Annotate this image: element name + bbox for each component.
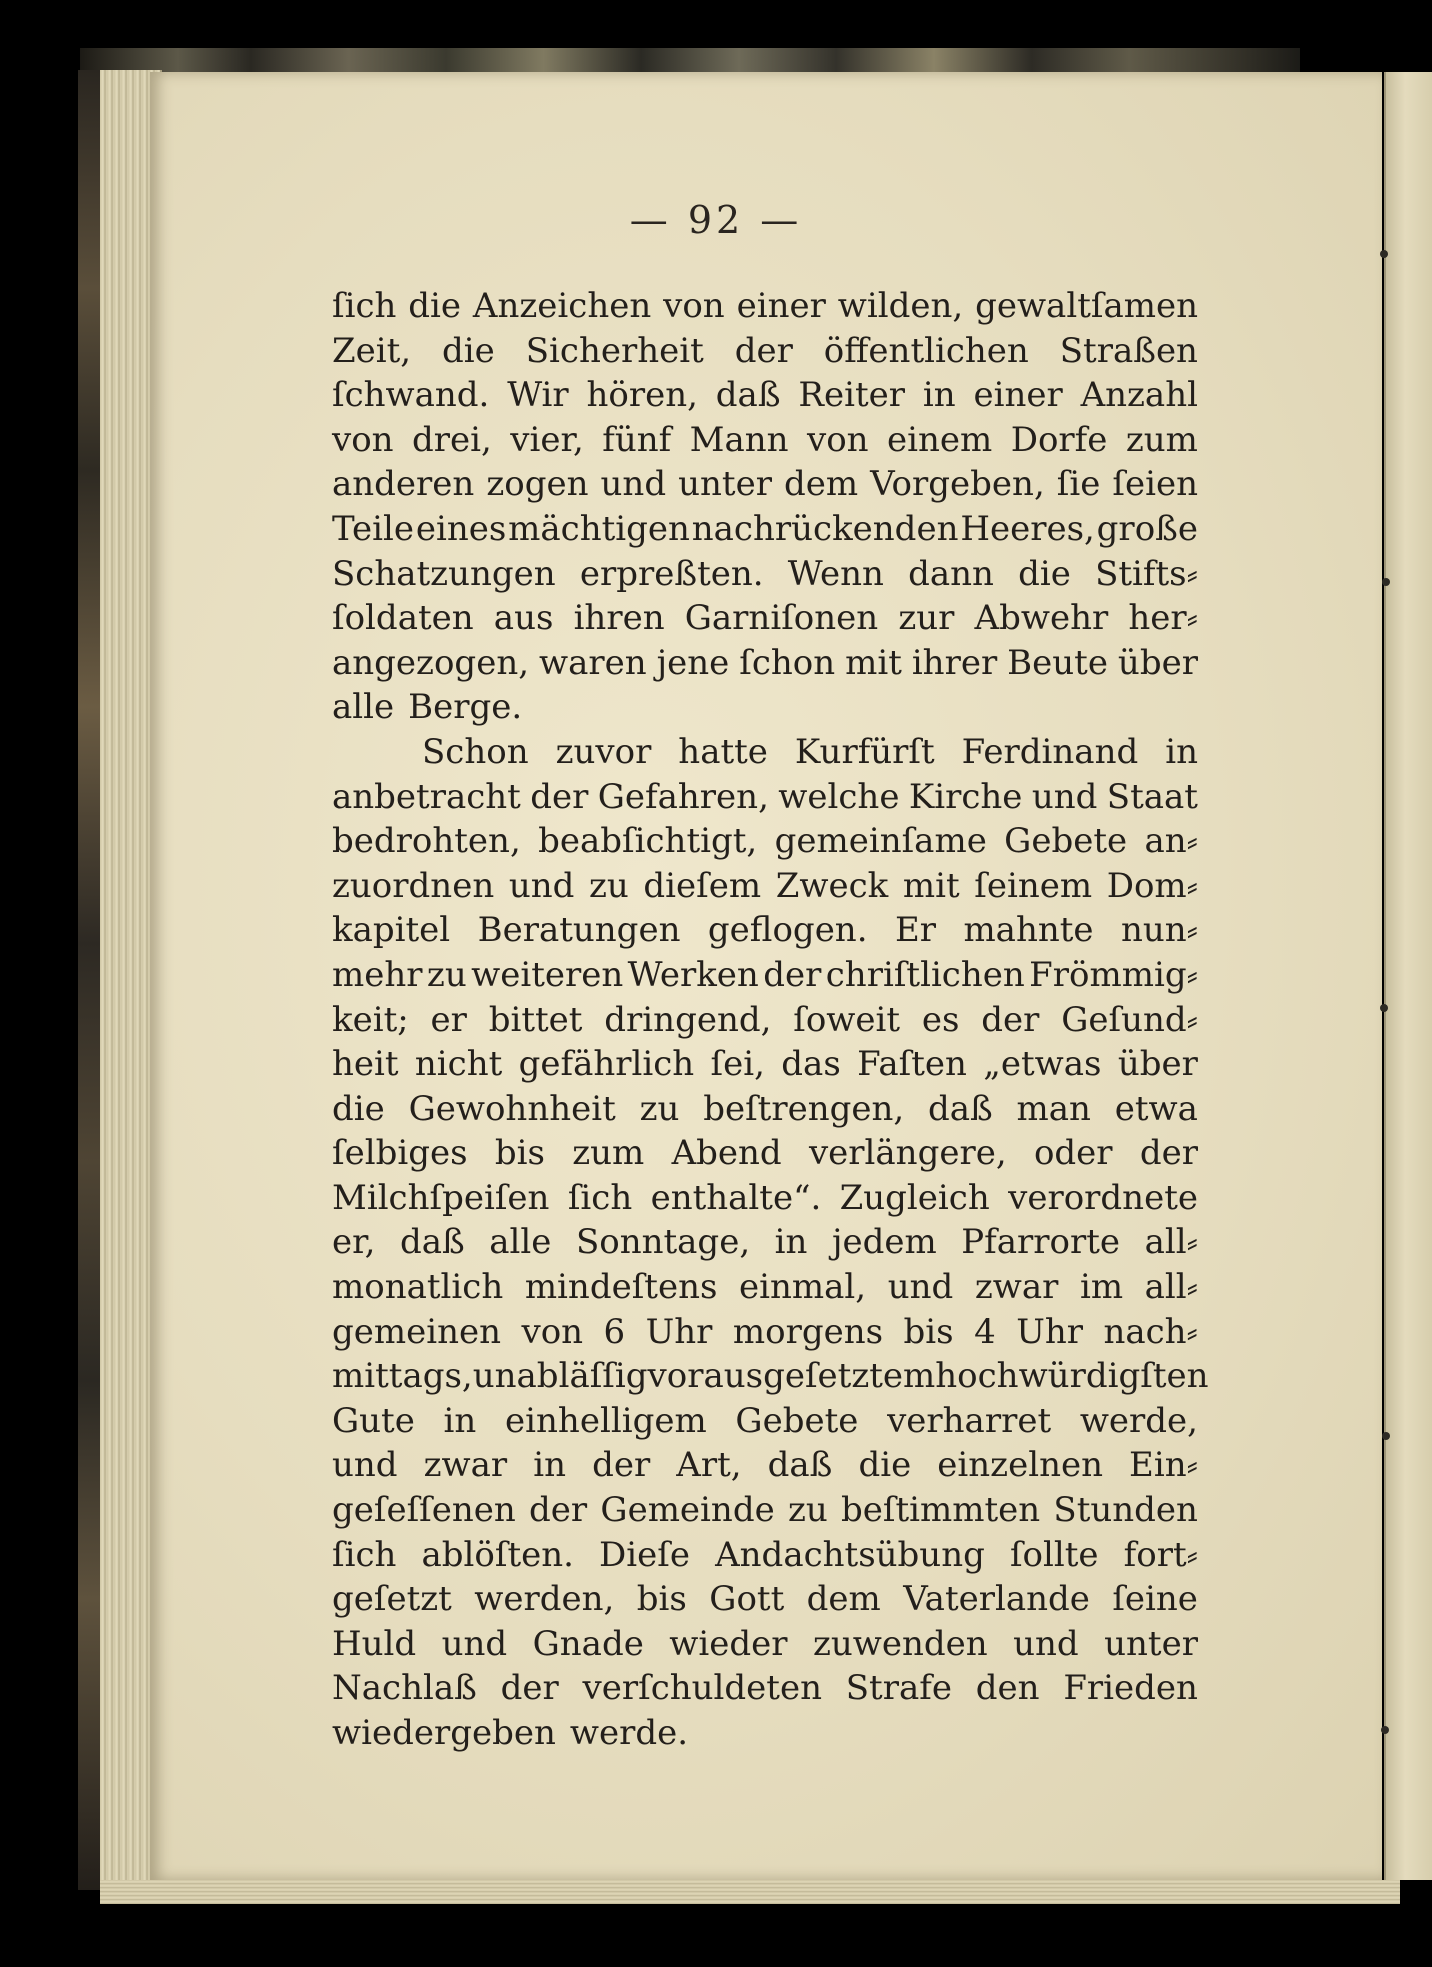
word: Pfarrorte [961, 1222, 1121, 1263]
word: Berge. [408, 687, 523, 728]
word: die [1018, 553, 1071, 594]
word: der [734, 330, 793, 371]
word: zuordnen [332, 865, 495, 906]
word: das [781, 1044, 841, 1085]
word: und [441, 1623, 508, 1664]
word: ſei, [710, 1044, 765, 1085]
word: der [530, 776, 589, 817]
word: werden, [474, 1579, 615, 1620]
body-text [332, 284, 1209, 1756]
word: verſchuldeten [582, 1668, 822, 1709]
word: mit [845, 642, 902, 683]
word: Frömmig⸗ [1029, 954, 1198, 995]
word: drei, [412, 419, 492, 460]
word: jedem [831, 1222, 937, 1263]
word: welche [778, 776, 900, 817]
word: unter [1104, 1623, 1198, 1664]
text-line [332, 1622, 1198, 1667]
word: gewaltſamen [975, 286, 1198, 326]
text-line [332, 1443, 1198, 1488]
word: werde, [1079, 1400, 1198, 1441]
word: beſtimmten [841, 1490, 1041, 1531]
word: Vorgeben, [870, 464, 1045, 505]
word: etwa [1114, 1088, 1198, 1129]
word: einzelnen [937, 1445, 1103, 1486]
word: alle [489, 1222, 552, 1263]
word: Garniſonen [684, 598, 879, 639]
word: Dom⸗ [1106, 865, 1198, 906]
word: Uhr [645, 1311, 713, 1352]
margin-mark [1380, 1004, 1388, 1012]
word: Teile [332, 508, 415, 549]
word: ſchon [739, 642, 836, 683]
word: ſich [332, 1534, 397, 1575]
word: ihren [573, 598, 665, 639]
word: zu [589, 865, 629, 906]
word: ſich [332, 286, 397, 326]
word: der [763, 954, 822, 995]
text-line [332, 685, 1198, 730]
word: mindeſtens [524, 1267, 718, 1308]
word: hören, [586, 375, 698, 416]
word: Anzeichen [472, 286, 652, 326]
word: zum [1125, 419, 1198, 460]
text-line [332, 730, 1198, 775]
word: fünf [602, 419, 672, 460]
word: geſetzt [332, 1579, 452, 1620]
word: Dieſe [599, 1534, 691, 1575]
word: all⸗ [1144, 1222, 1198, 1263]
word: Frieden [1063, 1668, 1198, 1709]
word: zu [426, 954, 467, 995]
word: nun⸗ [1120, 910, 1198, 951]
text-line [332, 552, 1198, 597]
word: ſie [1056, 464, 1101, 505]
word: daß [715, 375, 781, 416]
word: zuvor [555, 731, 652, 772]
word: und [508, 865, 575, 906]
text-line [332, 864, 1198, 909]
word: Gewohnheit [408, 1088, 616, 1129]
word: Faſten [857, 1044, 967, 1085]
word: ſollte [1009, 1534, 1099, 1575]
word: ſeinem [974, 865, 1093, 906]
word: den [975, 1668, 1040, 1709]
word: Beratungen [477, 910, 681, 951]
word: oder [1033, 1133, 1113, 1174]
word: Andachtsübung [715, 1534, 985, 1575]
word: geſeſſenen [332, 1490, 516, 1531]
word: morgens [732, 1311, 884, 1352]
word: große [1096, 508, 1198, 549]
word: ſchwand. [332, 375, 490, 416]
word: an⸗ [1144, 821, 1198, 862]
word: gemeinſame [774, 821, 987, 862]
word: her⸗ [1128, 598, 1198, 639]
word: und [332, 1445, 398, 1486]
word: beſtrengen, [703, 1088, 905, 1129]
word: beabſichtigt, [538, 821, 758, 862]
word: keit; [332, 999, 409, 1040]
word: ſoweit [793, 999, 901, 1040]
word: man [1016, 1088, 1091, 1129]
word: wiedergeben [332, 1713, 556, 1753]
text-line [332, 1399, 1198, 1444]
word: heit [332, 1044, 399, 1085]
text-line [332, 819, 1198, 864]
word: in [922, 375, 956, 416]
text-line [332, 641, 1198, 686]
word: Straßen [1059, 330, 1198, 371]
word: daß [399, 1222, 465, 1263]
word: mehr [332, 954, 423, 995]
word: es [921, 999, 960, 1040]
word: in [1165, 731, 1198, 772]
page-number: — 92 — [629, 198, 803, 242]
word: ablöſten. [421, 1534, 574, 1575]
word: Beute [1007, 642, 1108, 683]
word: Schatzungen [332, 553, 556, 594]
word: daß [927, 1088, 993, 1129]
page-edges-bottom [100, 1880, 1400, 1904]
text-line [332, 1711, 1198, 1756]
word: einem [887, 419, 993, 460]
word: von [521, 1311, 584, 1352]
word: zur [898, 598, 955, 639]
word: einer [973, 375, 1063, 416]
word: Geſund⸗ [1061, 999, 1198, 1040]
word: der [529, 1490, 588, 1531]
word: 4 [974, 1311, 996, 1352]
word: bittet [488, 999, 583, 1040]
margin-mark [1382, 1432, 1390, 1440]
word: zum [572, 1133, 645, 1174]
text-line [332, 1087, 1198, 1132]
word: ſeien [1112, 464, 1198, 505]
word: von [332, 419, 394, 460]
word: bis [636, 1579, 687, 1620]
word: Dorfe [1010, 419, 1108, 460]
word: zwar [974, 1267, 1059, 1308]
word: ſoldaten [332, 598, 474, 639]
word: erpreßten. [579, 553, 764, 594]
word: wieder [669, 1623, 788, 1664]
word: Zweck [775, 865, 889, 906]
word: all⸗ [1144, 1267, 1198, 1308]
word: dem [806, 1579, 881, 1620]
word: und [887, 1267, 954, 1308]
word: Vaterlande [903, 1579, 1090, 1620]
text-line [332, 1310, 1198, 1355]
word: Heeres, [960, 508, 1095, 549]
word: nach⸗ [1103, 1311, 1198, 1352]
word: anderen [332, 464, 475, 505]
word: öffentlichen [823, 330, 1029, 371]
word: Gott [709, 1579, 785, 1620]
word: und [1031, 776, 1098, 817]
text-line [332, 1265, 1198, 1310]
margin-mark [1380, 250, 1388, 258]
word: Wir [507, 375, 569, 416]
word: angezogen, [332, 642, 530, 683]
word: Gefahren, [597, 776, 769, 817]
word: vor [647, 1356, 704, 1397]
word: zu [787, 1490, 828, 1531]
text-line [332, 1220, 1198, 1265]
word: der [592, 1445, 651, 1486]
word: Kirche [908, 776, 1023, 817]
word: zu [639, 1088, 680, 1129]
word: verlängere, [808, 1133, 1007, 1174]
word: einer [736, 286, 826, 326]
word: Gebete [1004, 821, 1128, 862]
word: gefährlich [518, 1044, 695, 1085]
text-line [332, 1354, 1209, 1399]
word: wilden, [837, 286, 964, 326]
word: Sicherheit [525, 330, 704, 371]
word: Strafe [845, 1668, 952, 1709]
word: Abend [671, 1133, 782, 1174]
word: dringend, [604, 999, 772, 1040]
text-line [332, 507, 1198, 552]
word: Werken [627, 954, 759, 995]
word: Abwehr [974, 598, 1109, 639]
word: dieſem [643, 865, 762, 906]
word: verharret [887, 1400, 1052, 1441]
word: mittags, [332, 1356, 473, 1397]
text-line [332, 1131, 1198, 1176]
word: hochwürdigſten [935, 1356, 1209, 1397]
word: einmal, [739, 1267, 867, 1308]
text-line [332, 1533, 1198, 1578]
word: von [806, 419, 869, 460]
word: zuwenden [812, 1623, 988, 1664]
word: Ferdinand [961, 731, 1139, 772]
text-line [332, 1488, 1198, 1533]
word: vier, [510, 419, 584, 460]
word: ausgeſetztem [703, 1356, 936, 1397]
word: Zugleich [839, 1177, 990, 1218]
word: mit [902, 865, 960, 906]
text-line [332, 462, 1198, 507]
word: eines [415, 508, 507, 549]
word: im [1079, 1267, 1124, 1308]
word: werde. [569, 1713, 689, 1753]
word: bis [903, 1311, 954, 1352]
word: und [600, 464, 667, 505]
text-line [332, 373, 1198, 418]
word: Kurfürſt [794, 731, 935, 772]
text-line [332, 1176, 1198, 1221]
word: mahnte [963, 910, 1094, 951]
text-line [332, 1042, 1198, 1087]
word: dann [908, 553, 994, 594]
word: „etwas [983, 1044, 1102, 1085]
word: Gemeinde [600, 1490, 775, 1531]
word: Zeit, [332, 330, 412, 371]
word: hatte [678, 731, 768, 772]
text-line [332, 1577, 1198, 1622]
word: Sonntage, [575, 1222, 751, 1263]
word: Nachlaß [332, 1668, 477, 1709]
text-line [332, 775, 1198, 820]
word: ſeine [1112, 1579, 1198, 1620]
word: Gute [332, 1400, 415, 1441]
word: 6 [603, 1311, 626, 1352]
text-line [332, 998, 1198, 1043]
word: Uhr [1016, 1311, 1083, 1352]
facing-page-edge [1384, 72, 1432, 1880]
word: der [1139, 1133, 1198, 1174]
word: zwar [423, 1445, 508, 1486]
word: bedrohten, [332, 821, 521, 862]
word: Ein⸗ [1129, 1445, 1198, 1486]
word: die [442, 330, 495, 371]
word: gemeinen [332, 1311, 502, 1352]
word: in [533, 1445, 567, 1486]
word: der [500, 1668, 559, 1709]
word: Huld [332, 1623, 417, 1664]
word: die [408, 286, 462, 326]
word: daß [767, 1445, 833, 1486]
word: chriſtlichen [825, 954, 1025, 995]
word: Schon [422, 731, 529, 772]
word: dem [783, 464, 859, 505]
word: ihrer [911, 642, 998, 683]
word: Reiter [798, 375, 906, 416]
word: zogen [486, 464, 589, 505]
text-line [332, 329, 1198, 374]
word: über [1117, 1044, 1198, 1085]
word: Gebete [735, 1400, 859, 1441]
word: waren [538, 642, 647, 683]
text-line [332, 418, 1198, 463]
word: geflogen. [707, 910, 868, 951]
word: aus [493, 598, 554, 639]
margin-mark [1382, 578, 1390, 586]
word: bis [494, 1133, 545, 1174]
text-line [332, 1666, 1198, 1711]
word: ſich [567, 1177, 633, 1218]
word: Anzahl [1080, 375, 1198, 416]
word: kapitel [332, 910, 451, 951]
word: Milchſpeiſen [332, 1177, 550, 1218]
word: nachrückenden [691, 508, 959, 549]
word: die [858, 1445, 912, 1486]
word: Wenn [787, 553, 884, 594]
word: alle [332, 687, 395, 728]
word: fort⸗ [1123, 1534, 1198, 1575]
word: Stifts⸗ [1095, 553, 1198, 594]
text-line [332, 908, 1198, 953]
word: Staat [1106, 776, 1198, 817]
word: Stunden [1053, 1490, 1198, 1531]
word: unabläſſig [472, 1356, 648, 1397]
word: in [443, 1400, 477, 1441]
word: der [981, 999, 1040, 1040]
word: einhelligem [505, 1400, 707, 1441]
word: er, [332, 1222, 376, 1263]
word: verordnete [1008, 1177, 1198, 1218]
text-line [332, 284, 1198, 329]
word: nicht [414, 1044, 503, 1085]
word: ſelbiges [332, 1133, 468, 1174]
word: er [430, 999, 467, 1040]
margin-mark [1381, 1726, 1389, 1734]
word: anbetracht [332, 776, 521, 817]
word: Art, [676, 1445, 742, 1486]
word: weiteren [471, 954, 624, 995]
word: mächtigen [508, 508, 690, 549]
word: jene [656, 642, 730, 683]
word: monatlich [332, 1267, 504, 1308]
word: unter [678, 464, 772, 505]
text-line [332, 953, 1198, 998]
word: Mann [689, 419, 789, 460]
word: enthalte“. [650, 1177, 822, 1218]
word: und [1013, 1623, 1079, 1664]
word: von [663, 286, 725, 326]
word: Gnade [532, 1623, 644, 1664]
text-line [332, 596, 1198, 641]
word: über [1117, 642, 1198, 683]
word: die [332, 1088, 385, 1129]
word: in [774, 1222, 808, 1263]
word: Er [894, 910, 937, 951]
